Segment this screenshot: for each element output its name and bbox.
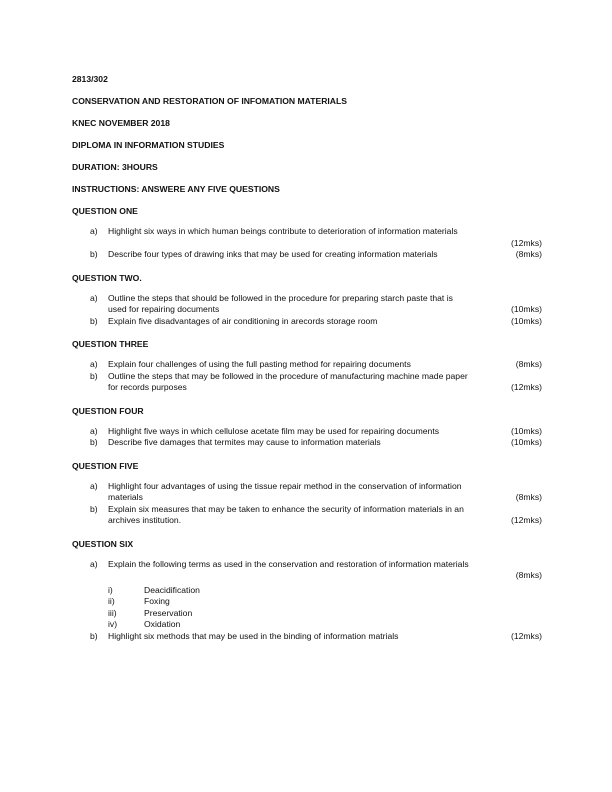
item-text: Highlight six ways in which human beings contribute to deterioration of information materials bbox=[108, 226, 458, 236]
course-title: CONSERVATION AND RESTORATION OF INFOMATION MATERIALS bbox=[72, 96, 347, 106]
question-item bbox=[72, 504, 542, 527]
item-text-line bbox=[108, 559, 542, 571]
question-item bbox=[72, 481, 542, 504]
item-marks: (8mks) bbox=[515, 570, 542, 580]
question-item bbox=[72, 426, 542, 438]
item-label: b) bbox=[90, 437, 98, 447]
item-text: Describe five damages that termites may cause to information materials bbox=[108, 437, 381, 447]
item-label: b) bbox=[90, 630, 98, 641]
question-title: QUESTION SIX bbox=[72, 538, 134, 549]
item-text-line bbox=[108, 492, 542, 504]
subitem-label: i) bbox=[108, 584, 113, 595]
question-block bbox=[72, 273, 542, 328]
item-label: a) bbox=[90, 359, 98, 369]
item-label: a) bbox=[90, 480, 98, 491]
item-label: b) bbox=[90, 370, 98, 381]
exam-session: KNEC NOVEMBER 2018 bbox=[72, 118, 170, 128]
item-marks: (10mks) bbox=[510, 304, 542, 314]
question-item bbox=[72, 359, 542, 371]
item-marks: (8mks) bbox=[515, 492, 542, 502]
item-label: a) bbox=[90, 292, 98, 303]
subitem bbox=[72, 596, 542, 608]
question-item bbox=[72, 249, 542, 261]
question-item bbox=[72, 226, 542, 249]
item-text: Describe four types of drawing inks that may be used for creating information materials bbox=[108, 249, 438, 259]
question-item bbox=[72, 559, 542, 582]
item-text-line bbox=[108, 481, 542, 493]
item-label: b) bbox=[90, 315, 98, 326]
question-item bbox=[72, 316, 542, 328]
item-label: a) bbox=[90, 558, 98, 569]
item-text-line bbox=[108, 437, 542, 449]
item-text-line bbox=[108, 382, 542, 394]
subitem-label: ii) bbox=[108, 596, 115, 606]
subitem bbox=[72, 608, 542, 620]
item-marks: (8mks) bbox=[515, 249, 542, 259]
item-text-line bbox=[108, 249, 542, 261]
item-text-line bbox=[108, 515, 542, 527]
subitem bbox=[72, 619, 542, 631]
question-item bbox=[72, 293, 542, 316]
item-label: b) bbox=[90, 249, 98, 259]
question-title: QUESTION ONE bbox=[72, 206, 138, 216]
question-title: QUESTION FOUR bbox=[72, 405, 144, 416]
item-marks: (10mks) bbox=[510, 437, 542, 447]
item-text: Explain four challenges of using the full pasting method for repairing documents bbox=[108, 359, 411, 369]
item-text-line bbox=[108, 631, 542, 643]
item-text-line bbox=[108, 304, 542, 316]
question-block bbox=[72, 406, 542, 449]
item-text-line bbox=[108, 359, 542, 371]
item-marks: (10mks) bbox=[510, 425, 542, 436]
item-text: materials bbox=[108, 492, 143, 502]
item-text: Explain six measures that may be taken to enhance the security of information materials in an bbox=[108, 503, 464, 514]
item-text: Explain the following terms as used in the conservation and restoration of information materials bbox=[108, 558, 469, 569]
questions-list bbox=[72, 206, 542, 642]
item-label: b) bbox=[90, 503, 98, 514]
subitem-list bbox=[72, 585, 542, 631]
item-label: a) bbox=[90, 226, 98, 236]
subitem-text: Deacidification bbox=[144, 584, 200, 595]
subitem-label: iv) bbox=[108, 619, 118, 629]
question-item bbox=[72, 371, 542, 394]
item-text-line bbox=[108, 316, 542, 328]
subitem-text: Foxing bbox=[144, 596, 170, 606]
item-marks: (10mks) bbox=[510, 315, 542, 326]
exam-content bbox=[72, 74, 542, 654]
item-text-line bbox=[108, 226, 542, 238]
item-text-line bbox=[108, 293, 542, 305]
item-marks: (8mks) bbox=[515, 359, 542, 369]
item-text: for records purposes bbox=[108, 382, 187, 392]
item-text: archives institution. bbox=[108, 515, 182, 525]
item-marks: (12mks) bbox=[510, 515, 542, 525]
item-text-line bbox=[108, 504, 542, 516]
item-text: Highlight six methods that may be used in the binding of information matrials bbox=[108, 630, 399, 641]
item-text: used for repairing documents bbox=[108, 304, 220, 314]
item-text-line bbox=[108, 426, 542, 438]
exam-instructions: INSTRUCTIONS: ANSWERE ANY FIVE QUESTIONS bbox=[72, 184, 280, 194]
item-text: Outline the steps that should be followed in the procedure for preparing starch paste that is bbox=[108, 292, 453, 303]
question-item bbox=[72, 631, 542, 643]
paper-code: 2813/302 bbox=[72, 74, 108, 84]
subitem-label: iii) bbox=[108, 607, 117, 618]
question-block bbox=[72, 339, 542, 394]
item-text-line bbox=[108, 371, 542, 383]
subitem-text: Oxidation bbox=[144, 619, 181, 629]
exam-duration: DURATION: 3HOURS bbox=[72, 162, 158, 172]
question-title: QUESTION FIVE bbox=[72, 460, 139, 471]
item-text: Explain five disadvantages of air conditioning in arecords storage room bbox=[108, 315, 378, 326]
question-block bbox=[72, 539, 542, 643]
question-item bbox=[72, 437, 542, 449]
question-title: QUESTION TWO. bbox=[72, 272, 142, 283]
item-marks: (12mks) bbox=[510, 630, 542, 641]
programme-title: DIPLOMA IN INFORMATION STUDIES bbox=[72, 140, 225, 150]
item-marks: (12mks) bbox=[510, 237, 542, 248]
item-text: Highlight four advantages of using the tissue repair method in the conservation of information bbox=[108, 480, 462, 491]
subitem-text: Preservation bbox=[144, 607, 193, 618]
question-block bbox=[72, 461, 542, 527]
item-text: Outline the steps that may be followed in the procedure of manufacturing machine made paper bbox=[108, 370, 468, 381]
subitem bbox=[72, 585, 542, 597]
item-label: a) bbox=[90, 425, 98, 436]
question-block bbox=[72, 206, 542, 261]
question-title: QUESTION THREE bbox=[72, 339, 149, 349]
item-marks: (12mks) bbox=[510, 382, 542, 392]
item-text: Highlight five ways in which cellulose acetate film may be used for repairing documents bbox=[108, 425, 440, 436]
